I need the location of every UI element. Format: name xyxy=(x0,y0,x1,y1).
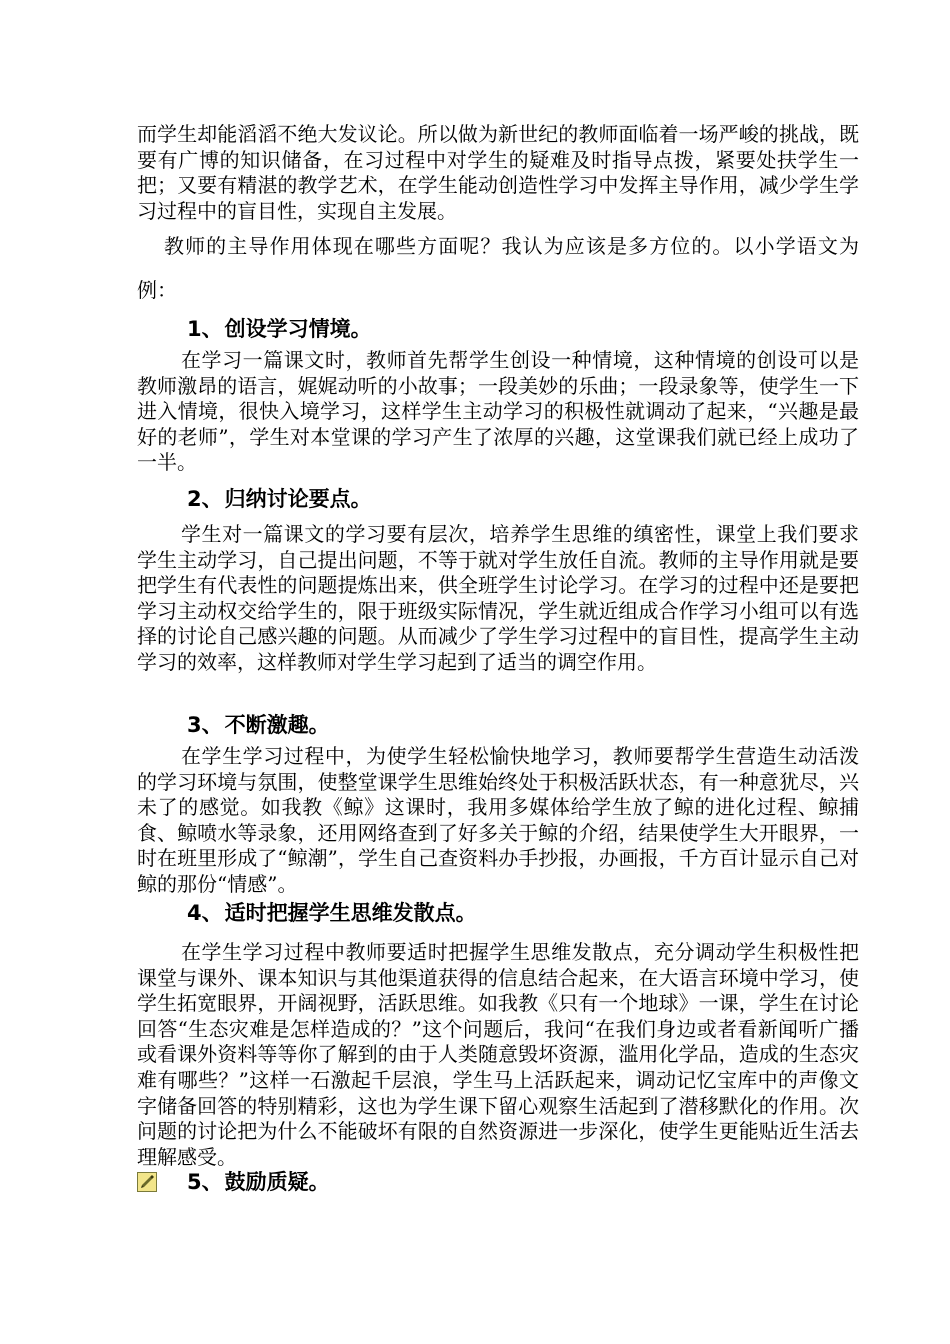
paragraph-section-1: 在学习一篇课文时，教师首先帮学生创设一种情境，这种情境的创设可以是教师激昂的语言，娓娓动听的小故事；一段美妙的乐曲；一段录象等，使学生一下进入情境，很快入境学习，这样学生主动学习的积极性就调动了起来，“兴趣是最好的老师”，学生对本堂课的学习产生了浓厚的兴趣，这堂课我们就已经上成功了一半。 xyxy=(137,348,859,475)
paragraph-section-4: 在学生学习过程中教师要适时把握学生思维发散点，充分调动学生积极性把课堂与课外、课本知识与其他渠道获得的信息结合起来，在大语言环境中学习，使学生拓宽眼界，开阔视野，活跃思维。如我教《只有一个地球》一课，学生在讨论回答“生态灾难是怎样造成的？”这个问题后，我问“在我们身边或者看新闻听广播或看课外资料等等你了解到的由于人类随意毁坏资源，滥用化学品，造成的生态灾难有哪些？”这样一石激起千层浪，学生马上活跃起来，调动记忆宝库中的声像文字储备回答的特别精彩，这也为学生课下留心观察生活起到了潜移默化的作用。次问题的讨论把为什么不能破坏有限的自然资源进一步深化，使学生更能贴近生活去理解感受。 xyxy=(137,940,859,1169)
heading-section-4 xyxy=(187,898,477,928)
comment-note-icon-glyph xyxy=(138,1173,156,1191)
heading-number: 4、 xyxy=(187,901,223,925)
heading-text: 归纳讨论要点。 xyxy=(224,487,372,511)
comment-note-icon[interactable] xyxy=(137,1172,157,1192)
heading-number: 5、 xyxy=(187,1170,223,1194)
paragraph-section-2: 学生对一篇课文的学习要有层次，培养学生思维的缜密性，课堂上我们要求学生主动学习，自己提出问题，不等于就对学生放任自流。教师的主导作用就是要把学生有代表性的问题提炼出来，供全班学生讨论学习。在学习的过程中还是要把学习主动权交给学生的，限于班级实际情况，学生就近组成合作学习小组可以有选择的讨论自己感兴趣的问题。从而减少了学生学习过程中的盲目性，提高学生主动学习的效率，这样教师对学生学习起到了适当的调空作用。 xyxy=(137,522,859,674)
heading-number: 2、 xyxy=(187,487,223,511)
heading-text: 鼓励质疑。 xyxy=(224,1170,330,1194)
heading-text: 不断激趣。 xyxy=(224,713,330,737)
heading-section-3 xyxy=(187,710,330,740)
heading-section-1 xyxy=(187,314,372,344)
heading-number: 3、 xyxy=(187,713,223,737)
paragraph-main-question: 教师的主导作用体现在哪些方面呢？我认为应该是多方位的。以小学语文为例： xyxy=(137,234,859,302)
paragraph-intro-continuation: 而学生却能滔滔不绝大发议论。所以做为新世纪的教师面临着一场严峻的挑战，既要有广博的知识储备，在习过程中对学生的疑难及时指导点拨，紧要处扶学生一把；又要有精湛的教学艺术，在学生能动创造性学习中发挥主导作用，减少学生学习过程中的盲目性，实现自主发展。 xyxy=(137,122,859,223)
heading-text: 创设学习情境。 xyxy=(224,317,372,341)
heading-text: 适时把握学生思维发散点。 xyxy=(224,901,477,925)
heading-number: 1、 xyxy=(187,317,223,341)
heading-section-2 xyxy=(187,484,372,514)
heading-section-5 xyxy=(187,1167,330,1197)
paragraph-section-3: 在学生学习过程中，为使学生轻松愉快地学习，教师要帮学生营造生动活泼的学习环境与氛围，使整堂课学生思维始终处于积极活跃状态，有一种意犹尽，兴未了的感觉。如我教《鲸》这课时，我用多媒体给学生放了鲸的进化过程、鲸捕食、鲸喷水等录象，还用网络查到了好多关于鲸的介绍，结果使学生大开眼界，一时在班里形成了“鲸潮”，学生自己查资料办手抄报，办画报，千方百计显示自己对鲸的那份“情感”。 xyxy=(137,744,859,896)
